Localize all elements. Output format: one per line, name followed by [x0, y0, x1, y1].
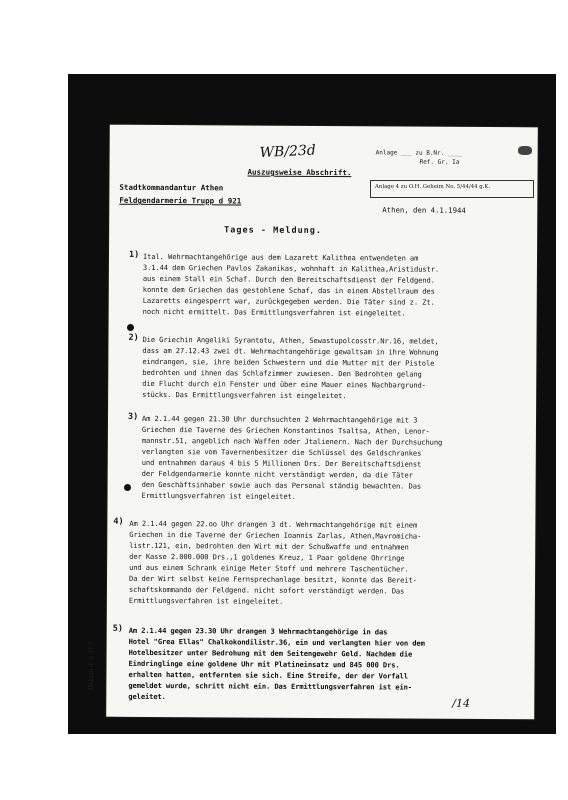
- section-line: Lazaretts eingesperrt war, zurückgegeben werden. Die Täter sind z. Zt.: [142, 295, 435, 307]
- section-number: 1): [128, 249, 140, 260]
- section-line: Am 2.1.44 gegen 22.oo Uhr drangen 3 dt. Wehrmachtangehörige mit einem: [129, 518, 418, 530]
- handwritten-page-number: /14: [452, 696, 471, 710]
- section-number: 2): [128, 332, 139, 343]
- section-line: die Flucht durch ein Fenster und über eine Mauer eines Nachbargrund-: [142, 378, 426, 390]
- section-line: gemeldet wurde, schritt nicht ein. Das Ermittlungsverfahren ist ein-: [128, 680, 413, 692]
- section-line: Griechen die Taverne des Griechen Konstantinos Tsaltsa, Athen, Lenor-: [141, 424, 430, 436]
- section-line: und aus einem Schrank einige Meter Stoff und mehrere Taschentücher.: [129, 562, 409, 574]
- report-section-5: [107, 623, 535, 702]
- section-line: konnte dem Griechen das gestohlene Schaf, das in einem Abstellraum des: [142, 284, 435, 296]
- stamp-text: Anlage 4 zu O.H. Geheim No. 5/44/44 g.K.: [375, 184, 491, 190]
- report-section-1: [109, 249, 537, 318]
- report-section-3: [108, 411, 536, 501]
- section-number: 5): [112, 623, 124, 634]
- section-line: eindrangen, sie, ihre beiden Schwestern und die Mutter mit der Pistole: [142, 356, 435, 368]
- section-line: 3.1.44 dem Griechen Pavlos Zakanikas, wohnhaft in Kalithea,Aristidustr.: [142, 262, 440, 274]
- reference-group: Ref. Gr. Ia: [419, 158, 460, 166]
- section-line: mannstr.51, angeblich nach Waffen oder Jtalienern. Nach der Durchsuchung: [141, 435, 443, 447]
- section-line: geleitet.: [128, 691, 166, 702]
- ink-mark: [518, 146, 532, 155]
- section-line: erhalten hatten, entfernten sie sich. Eine Streife, der der Vorfall: [128, 669, 408, 681]
- section-line: verlangten sie vom Tavernenbesitzer die Schlüssel des Geldschrankes: [141, 446, 422, 458]
- section-line: Die Griechin Angeliki Syrantotu, Athen, Sewastupolcosstr.Nr.16, meldet,: [142, 334, 439, 346]
- section-line: dass am 27.12.43 zwei dt. Wehrmachtangehörige gewaltsam in ihre Wohnung: [142, 345, 439, 357]
- side-margin-note: Dokum 4 × 31 f: [88, 642, 95, 690]
- sender-line-1: Stadtkommandantur Athen: [119, 182, 224, 193]
- reference-stamp: [370, 180, 534, 198]
- section-line: und entnahmen daraus 4 bis 5 Millionen Drs. Der Bereitschaftsdienst: [141, 457, 422, 469]
- section-number: 3): [127, 411, 139, 422]
- section-line: Hotelbesitzer unter Bedrohung mit dem Seitengewehr Geld. Nachdem die: [128, 647, 413, 659]
- section-line: Am 2.1.44 gegen 21.30 Uhr durchsuchten 2 Wehrmachtangehörige mit 3: [141, 413, 418, 425]
- punch-hole: [124, 484, 131, 491]
- section-line: noch nicht ermittelt. Das Ermittlungsverfahren ist eingeleitet.: [142, 306, 406, 318]
- section-line: Ermittlungsverfahren ist eingeleitet.: [128, 595, 284, 606]
- report-section-2: [109, 332, 537, 401]
- section-line: der Feldgendarmerie konnte nicht verständigt werden, da die Täter: [141, 468, 413, 480]
- section-line: aus einem Stall ein Schaf. Durch den Bereitschaftsdienst der Feldgend.: [142, 273, 435, 285]
- section-line: Da der Wirt selbst keine Fernsprechanlage besitzt, konnte das Bereit-: [129, 573, 417, 585]
- attachment-line: Anlage ___ zu B.Nr. ____: [375, 149, 463, 157]
- section-line: schaftskommando der Feldgend. nicht sofort verständigt werden. Das: [128, 584, 405, 596]
- section-line: Griechen in die Taverne der Griechen Ioannis Zarlas, Athen,Mavromicha-: [129, 529, 422, 541]
- section-line: stücks. Das Ermittlungsverfahren ist eingeleitet.: [142, 389, 347, 401]
- report-heading: Tages - Meldung.: [224, 225, 323, 236]
- sender-line-2: Feldgendarmerie Trupp d 921: [119, 195, 242, 206]
- section-line: bedrohten und ihnen das Schlafzimmer zuwiesen. Den Bedrohten gelang: [142, 367, 422, 379]
- punch-hole: [127, 324, 134, 331]
- section-line: Ermittlungsverfahren ist eingeleitet.: [141, 490, 296, 501]
- section-line: Ital. Wehrmachtangehörige aus dem Lazarett Kalithea entwendeten am: [142, 251, 419, 263]
- section-line: Hotel "Grea Ellas" Chalkokondilistr.36, ein und verlangten hier von dem: [128, 636, 425, 648]
- section-line: den Geschäftsinhaber sowie auch das Personal ständig bewachten. Das: [141, 479, 422, 491]
- document-title: Auszugsweise Abschrift.: [247, 167, 352, 178]
- section-line: der Kasse 2.000.000 Drs.,1 goldenes Kreuz, 1 Paar goldene Ohrringe: [129, 551, 405, 563]
- section-number: 4): [113, 516, 124, 527]
- report-section-4: [107, 516, 535, 606]
- section-line: Am 2.1.44 gegen 23.30 Uhr drangen 3 Wehrmachtangehörige in das: [128, 625, 388, 637]
- document-page: [106, 125, 538, 720]
- handwritten-reference: WB/23d: [259, 142, 317, 162]
- section-line: Eindringlinge eine goldene Uhr mit Platineinsatz und 845 000 Drs.: [128, 658, 400, 670]
- section-line: listr.121, ein, bedrohten den Wirt mit der Schußwaffe und entnahmen: [129, 540, 409, 552]
- place-date: Athen, den 4.1.1944: [382, 205, 466, 215]
